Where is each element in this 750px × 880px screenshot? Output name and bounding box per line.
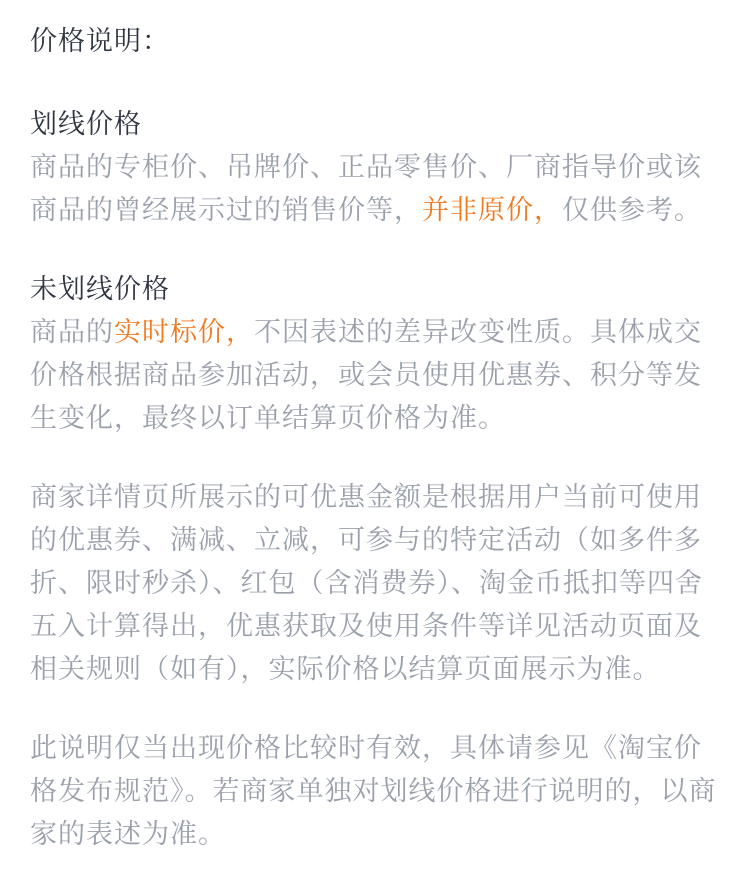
section-discount-amount — [30, 476, 720, 691]
unstruck-price-heading: 未划线价格 — [30, 274, 170, 304]
strikethrough-price-heading: 划线价格 — [30, 109, 142, 139]
emphasis-realtime-price: 实时标价， — [114, 317, 254, 347]
body-segment: 仅供参考。 — [562, 195, 702, 225]
body-segment: 不因表述的差异改变性质。具体成交价格根据商品参加活动，或会员使用优惠券、积分等发生变化，最终以订单结算页价格为准。 — [30, 317, 702, 433]
discount-amount-body — [30, 476, 720, 691]
body-segment: 商品的专柜价、吊牌价、正品零售价、厂商指导价或该商品的曾经展示过的销售价等， — [30, 152, 702, 225]
section-strikethrough-price — [30, 103, 720, 232]
strikethrough-price-body — [30, 146, 720, 232]
section-unstruck-price — [30, 268, 720, 440]
section-validity-note — [30, 727, 720, 856]
emphasis-not-original-price: 并非原价， — [422, 195, 562, 225]
body-segment: 商品的 — [30, 317, 114, 347]
body-segment: 此说明仅当出现价格比较时有效，具体请参见《淘宝价格发布规范》。若商家单独对划线价格进行说明的，以商家的表述为准。 — [30, 733, 717, 849]
unstruck-price-body — [30, 311, 720, 440]
body-segment: 商家详情页所展示的可优惠金额是根据用户当前可使用的优惠券、满减、立减，可参与的特定活动（如多件多折、限时秒杀）、红包（含消费券）、淘金币抵扣等四舍五入计算得出，优惠获取及使用条件等详见活动页面及相关规则（如有），实际价格以结算页面展示为准。 — [30, 482, 703, 684]
validity-note-body — [30, 727, 720, 856]
page-title: 价格说明： — [30, 26, 170, 56]
